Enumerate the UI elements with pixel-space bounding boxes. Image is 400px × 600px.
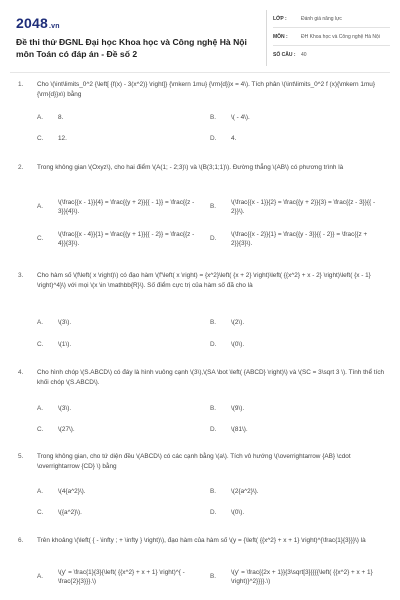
option-label: A. <box>37 488 44 495</box>
question-text: Trên khoảng \(\left( { - \infty ; + \infty } \right)\), đạo hàm của hàm số \(y = {\left( {{x^2} + x + 1} \right)^{\frac{1}{3}}}\) là <box>37 537 366 544</box>
option-label: B. <box>210 114 217 121</box>
option-value: \(\frac{{x - 1}}{2} = \frac{{y + 2}}{3} = \frac{{z - 3}}{{ - 2}}\). <box>231 199 376 215</box>
question-number: 6. <box>18 537 24 544</box>
exam-meta-table <box>266 10 390 66</box>
header-divider <box>10 72 390 73</box>
option-value: \(y' = \frac{1}{3}{\left( {{x^2} + x + 1} \right)^{ - \frac{2}{3}}}.\) <box>58 569 185 585</box>
option-value: 12. <box>58 135 67 142</box>
option-value: \(0\). <box>231 509 245 516</box>
question-text: Cho hàm số \(f\left( x \right)\) có đạo hàm \(f'\left( x \right) = {x^2}\left( {x + 2} \right)\left( {{x^2} + x - 2} \right)\left( {x - 1} \right)^4}\) với mọi \(x \in \mathbb{R}\). Số điểm cực trị của hàm số đã cho là <box>37 272 371 289</box>
meta-value: ĐH Khoa học và Công nghệ Hà Nội <box>301 33 380 40</box>
option-value: 4. <box>231 135 237 142</box>
option-value: \(27\). <box>58 426 75 433</box>
option-label: A. <box>37 573 44 580</box>
option-label: A. <box>37 114 44 121</box>
question-4 <box>18 368 390 440</box>
option-label: D. <box>210 426 217 433</box>
question-number: 1. <box>18 81 24 88</box>
option-value: \({a^2}\). <box>58 509 82 516</box>
question-number: 3. <box>18 272 24 279</box>
question-6 <box>18 536 390 596</box>
option-label: A. <box>37 203 44 210</box>
option-label: B. <box>210 405 217 412</box>
option-label: A. <box>37 405 44 412</box>
option-value: \(2{a^2}\). <box>231 488 259 495</box>
option-label: B. <box>210 319 217 326</box>
meta-label: SỐ CÂU : <box>273 51 296 58</box>
option-value: \(4{a^2}\). <box>58 488 86 495</box>
question-number: 2. <box>18 164 24 171</box>
option-value: \(y' = \frac{{2x + 1}}{3\sqrt[3]{{{{\left( {{x^2} + x + 1} \right)}^2}}}}.\) <box>231 569 373 585</box>
option-value: \(1\). <box>58 341 72 348</box>
meta-label: MÔN : <box>273 33 288 40</box>
option-value: \(0\). <box>231 341 245 348</box>
option-label: C. <box>37 135 44 142</box>
question-text: Cho hình chóp \(S.ABCD\) có đáy là hình vuông cạnh \(3\),\(SA \bot \left( {ABCD} \right)\) và \(SC = 3\sqrt 3 \). Tính thể tích khối chóp \(S.ABCD\). <box>37 369 385 386</box>
option-label: D. <box>210 341 217 348</box>
question-5 <box>18 452 390 524</box>
option-value: \(81\). <box>231 426 248 433</box>
option-value: \(\frac{{x - 1}}{4} = \frac{{y + 2}}{{ - 1}} = \frac{{z - 3}}{4}\). <box>58 199 195 215</box>
option-value: \(\frac{{x - 4}}{1} = \frac{{y + 1}}{{ - 2}} = \frac{{z - 4}}{3}\). <box>58 231 195 247</box>
meta-row-subject <box>273 28 390 46</box>
question-text: Trong không gian, cho tứ diện đều \(ABCD\) có các cạnh bằng \(a\). Tích vô hướng \(\overrightarrow {AB} \cdot \overrightarrow {CD} \) bằng <box>37 453 351 470</box>
logo-suffix: .vn <box>48 23 60 30</box>
question-2 <box>18 163 390 253</box>
exam-title: Đề thi thử ĐGNL Đại học Khoa học và Công nghệ Hà Nội môn Toán có đáp án - Đề số 2 <box>16 37 247 59</box>
option-value: \(\frac{{x - 2}}{1} = \frac{{y - 3}}{{ - 2}} = \frac{{z + 2}}{3}\). <box>231 231 368 247</box>
question-1 <box>18 80 390 140</box>
question-number: 5. <box>18 453 24 460</box>
option-label: D. <box>210 235 217 242</box>
meta-row-class <box>273 10 390 28</box>
question-text: Trong không gian \(Oxyz\), cho hai điểm \(A(1; - 2;3)\) và \(B(3;1;1)\). Đường thẳng \(AB\) có phương trình là <box>37 164 344 171</box>
site-logo[interactable] <box>16 15 60 31</box>
meta-row-count <box>273 46 390 63</box>
question-number: 4. <box>18 369 24 376</box>
logo-text: 2048 <box>16 15 48 31</box>
option-label: D. <box>210 509 217 516</box>
option-label: C. <box>37 341 44 348</box>
option-label: B. <box>210 203 217 210</box>
option-value: 8. <box>58 114 64 121</box>
meta-label: LỚP : <box>273 15 287 22</box>
option-label: C. <box>37 426 44 433</box>
meta-value: Đánh giá năng lực <box>301 15 342 22</box>
option-value: \(3\). <box>58 405 72 412</box>
option-value: \(9\). <box>231 405 245 412</box>
option-value: \(3\). <box>58 319 72 326</box>
option-label: B. <box>210 488 217 495</box>
question-text: Cho \(\int\limits_0^2 {\left[ {f(x) - 3(x^2)} \right]} {\mkern 1mu} {\rm{d}}x = 4\). Tích phân \(\int\limits_0^2 f (x){\mkern 1mu} {\rm{d}}x\) bằng <box>37 81 375 98</box>
question-3 <box>18 271 390 356</box>
option-value: \(2\). <box>231 319 245 326</box>
option-label: A. <box>37 319 44 326</box>
option-label: D. <box>210 135 217 142</box>
option-value: \( - 4\). <box>231 114 250 121</box>
option-label: B. <box>210 573 217 580</box>
exam-header <box>16 10 388 66</box>
option-label: C. <box>37 235 44 242</box>
option-label: C. <box>37 509 44 516</box>
meta-value: 40 <box>301 51 307 58</box>
